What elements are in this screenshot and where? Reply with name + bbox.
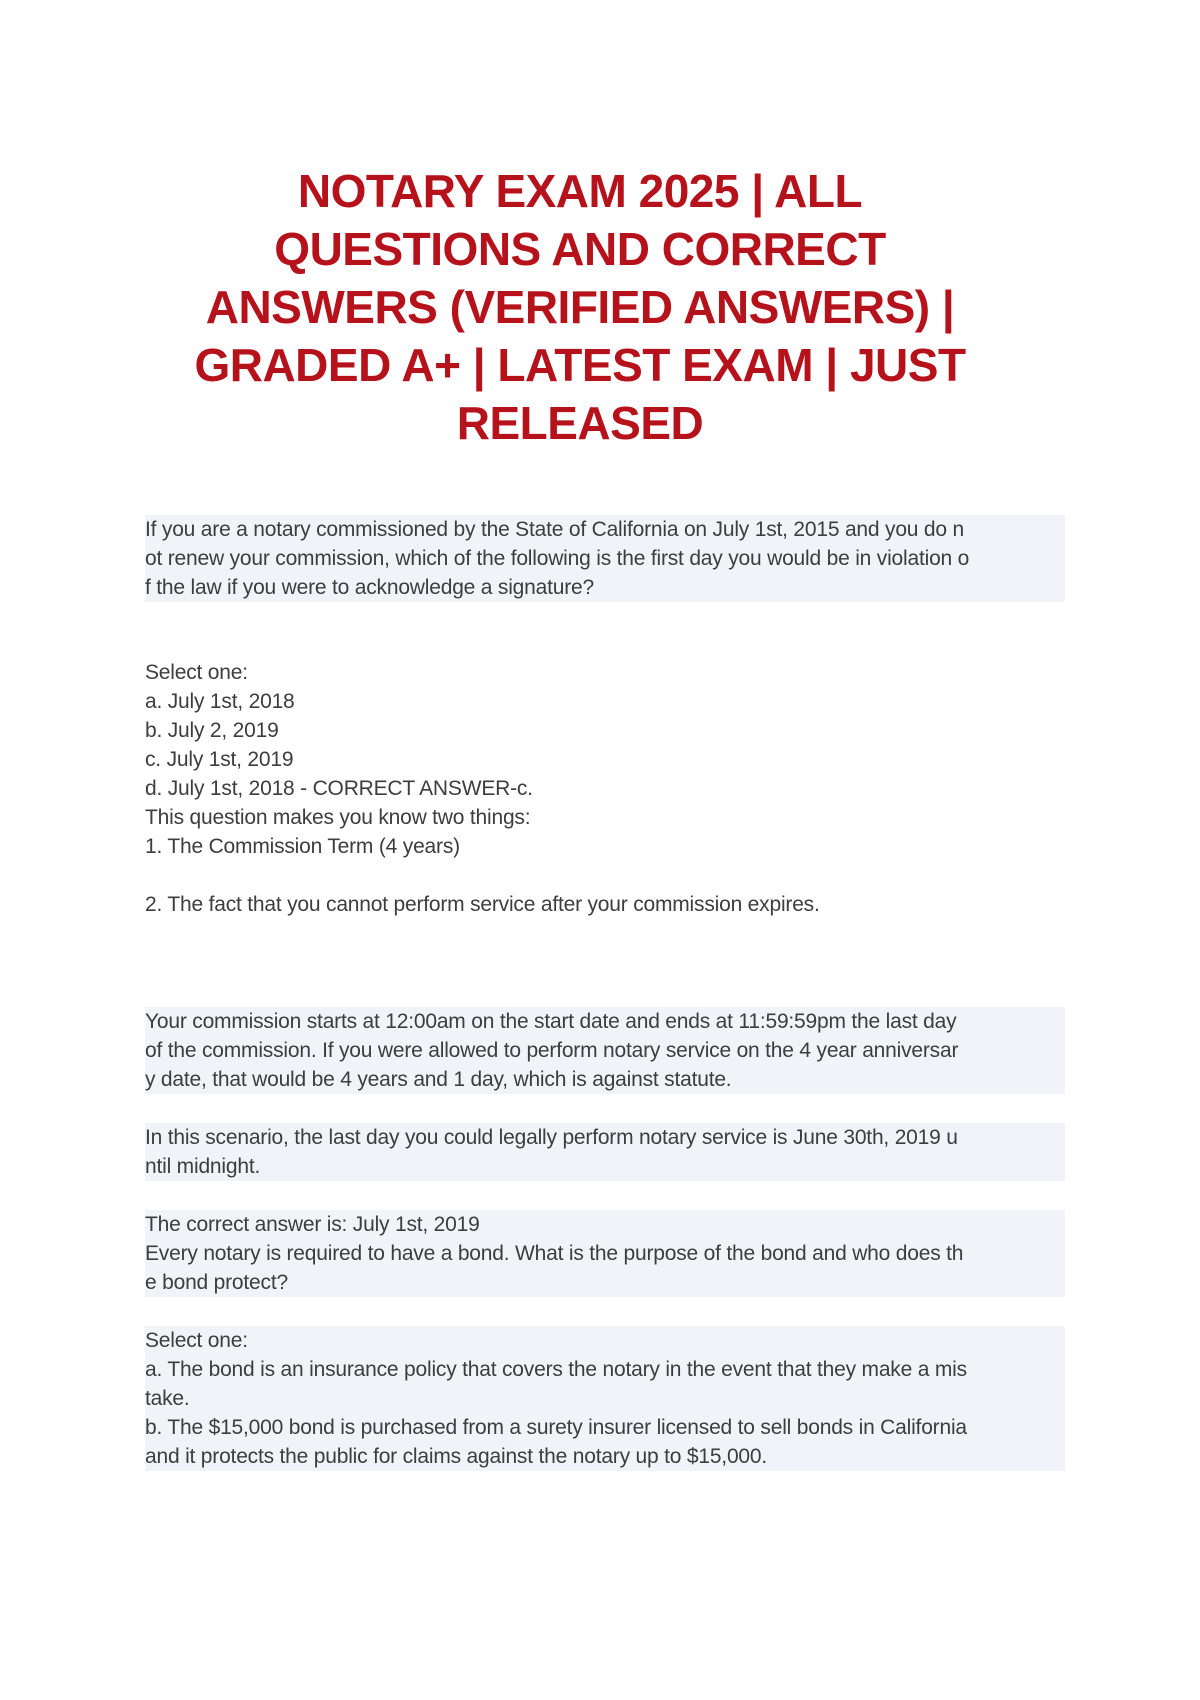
text-line: of the commission. If you were allowed to perform notary service on the 4 year anniversar: [145, 1039, 959, 1062]
option-d: d. July 1st, 2018 - CORRECT ANSWER-c.: [145, 777, 533, 800]
explanation-point-2: 2. The fact that you cannot perform service after your commission expires.: [145, 893, 820, 916]
question-2-text: Every notary is required to have a bond. What is the purpose of the bond and who does th: [145, 1242, 964, 1265]
select-one-label: Select one:: [145, 1329, 248, 1352]
question-1-options: [145, 658, 1065, 861]
option-c: c. July 1st, 2019: [145, 748, 294, 771]
option-b: b. July 2, 2019: [145, 719, 279, 742]
text-line: In this scenario, the last day you could legally perform notary service is June 30th, 2019 u: [145, 1126, 958, 1149]
option-a: take.: [145, 1387, 190, 1410]
question-2-text: e bond protect?: [145, 1271, 288, 1294]
title-line: QUESTIONS AND CORRECT: [274, 223, 886, 275]
correct-answer-and-question-2: [145, 1210, 1065, 1297]
explanation-point-1: 1. The Commission Term (4 years): [145, 835, 460, 858]
text-line: ot renew your commission, which of the following is the first day you would be in violation o: [145, 547, 970, 570]
explanation-point-2-block: [145, 890, 1065, 919]
document-title: [170, 162, 990, 452]
explanation-intro: This question makes you know two things:: [145, 806, 531, 829]
text-line: ntil midnight.: [145, 1155, 261, 1178]
correct-answer: The correct answer is: July 1st, 2019: [145, 1213, 480, 1236]
text-line: f the law if you were to acknowledge a signature?: [145, 576, 594, 599]
title-line: GRADED A+ | LATEST EXAM | JUST: [194, 339, 966, 391]
explanation-paragraph-2: [145, 1123, 1065, 1181]
select-one-label: Select one:: [145, 661, 248, 684]
question-2-options: [145, 1326, 1065, 1471]
text-line: y date, that would be 4 years and 1 day, which is against statute.: [145, 1068, 732, 1091]
title-line: RELEASED: [456, 397, 704, 449]
explanation-paragraph-1: [145, 1007, 1065, 1094]
option-b: and it protects the public for claims against the notary up to $15,000.: [145, 1445, 768, 1468]
option-a: a. The bond is an insurance policy that covers the notary in the event that they make a mis: [145, 1358, 967, 1381]
text-line: If you are a notary commissioned by the State of California on July 1st, 2015 and you do n: [145, 518, 964, 541]
option-b: b. The $15,000 bond is purchased from a surety insurer licensed to sell bonds in California: [145, 1416, 967, 1439]
question-1-text: [145, 515, 1065, 602]
title-line: NOTARY EXAM 2025 | ALL: [297, 165, 863, 217]
document-body: [145, 515, 1065, 1471]
title-line: ANSWERS (VERIFIED ANSWERS) |: [205, 281, 955, 333]
text-line: Your commission starts at 12:00am on the start date and ends at 11:59:59pm the last day: [145, 1010, 957, 1033]
option-a: a. July 1st, 2018: [145, 690, 295, 713]
